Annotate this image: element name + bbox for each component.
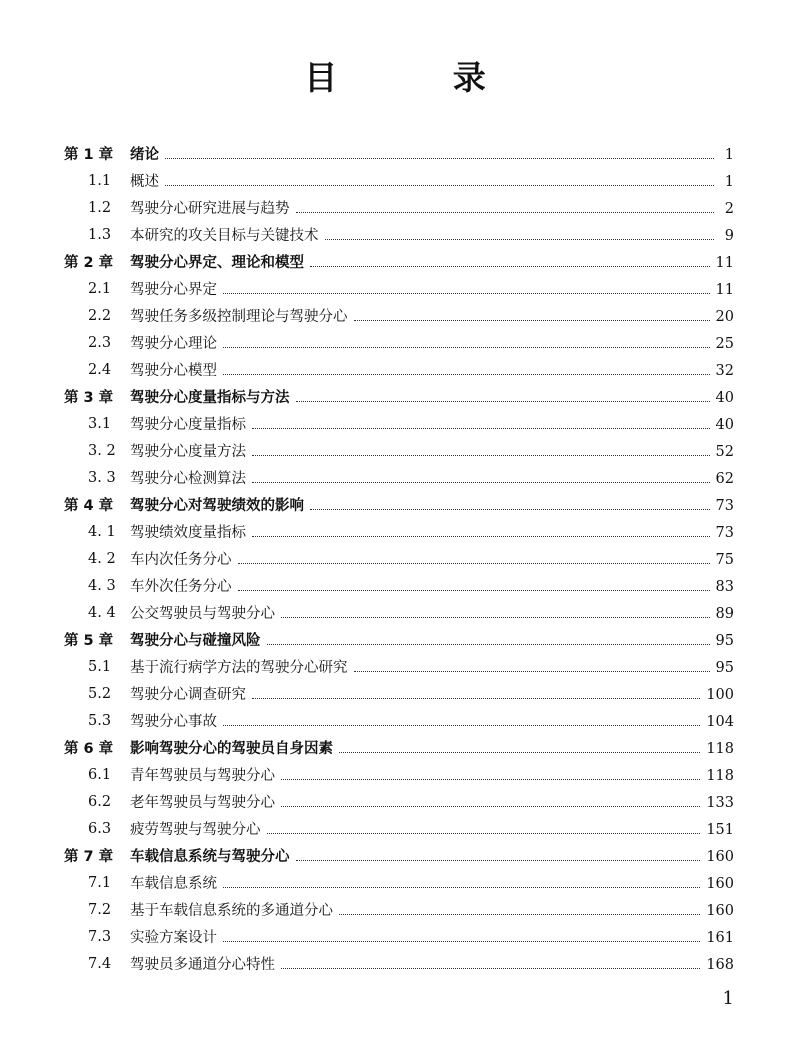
toc-entry-title: 驾驶分心模型 — [130, 359, 223, 380]
toc-section-row — [0, 437, 790, 464]
toc-section-row — [0, 950, 790, 977]
toc-entry-page: 1 — [724, 174, 734, 190]
toc-entry-number: 2.2 — [88, 307, 112, 324]
toc-entry-number: 4. 2 — [88, 550, 116, 567]
toc-chapter-row — [0, 491, 790, 518]
dot-leader — [325, 239, 715, 240]
dot-leader — [223, 374, 710, 375]
toc-entry-number: 5.2 — [88, 685, 112, 702]
dot-leader — [310, 509, 710, 510]
toc-section-row — [0, 896, 790, 923]
toc-section-row — [0, 815, 790, 842]
toc-entry-title: 车载信息系统 — [130, 872, 223, 893]
toc-entry-page: 75 — [715, 552, 734, 568]
toc-entry-title: 青年驾驶员与驾驶分心 — [130, 764, 281, 785]
toc-section-row — [0, 923, 790, 950]
toc-section-row — [0, 167, 790, 194]
toc-entry-number: 第 2 章 — [64, 255, 114, 271]
toc-entry-number: 6.3 — [88, 820, 112, 837]
toc-section-row — [0, 761, 790, 788]
toc-entry-page: 9 — [724, 228, 734, 244]
toc-entry — [130, 278, 734, 299]
toc-entry-title: 驾驶分心度量指标与方法 — [130, 386, 296, 407]
toc-entry — [130, 845, 734, 866]
toc-entry — [130, 548, 734, 569]
toc-entry — [130, 656, 734, 677]
toc-entry-number: 第 5 章 — [64, 633, 114, 649]
dot-leader — [223, 887, 700, 888]
toc-entry-page: 160 — [706, 849, 734, 865]
toc-section-row — [0, 464, 790, 491]
dot-leader — [296, 401, 710, 402]
dot-leader — [223, 725, 700, 726]
dot-leader — [267, 833, 701, 834]
toc-entry-page: 118 — [706, 741, 734, 757]
dot-leader — [296, 212, 715, 213]
toc-section-row — [0, 302, 790, 329]
toc-section-row — [0, 221, 790, 248]
toc-entry-title: 驾驶分心理论 — [130, 332, 223, 353]
toc-entry-number: 2.1 — [88, 280, 112, 297]
toc-chapter-row — [0, 383, 790, 410]
toc-entry — [130, 575, 734, 596]
toc-entry-title: 驾驶分心调查研究 — [130, 683, 252, 704]
toc-entry-title: 驾驶分心界定 — [130, 278, 223, 299]
toc-entry-number: 3.1 — [88, 415, 112, 432]
toc-section-row — [0, 194, 790, 221]
dot-leader — [281, 617, 710, 618]
toc-entry — [130, 899, 734, 920]
toc-entry — [130, 197, 734, 218]
toc-entry-number: 1.3 — [88, 226, 112, 243]
toc-entry-page: 73 — [715, 498, 734, 514]
toc-chapter-row — [0, 842, 790, 869]
toc-section-row — [0, 356, 790, 383]
toc-entry — [130, 170, 734, 191]
toc-entry-title: 驾驶分心与碰撞风险 — [130, 629, 267, 650]
toc-entry — [130, 602, 734, 623]
toc-chapter-row — [0, 140, 790, 167]
toc-entry — [130, 872, 734, 893]
toc-entry-page: 32 — [715, 363, 734, 379]
toc-entry-page: 25 — [715, 336, 734, 352]
toc-entry — [130, 521, 734, 542]
toc-entry-number: 第 1 章 — [64, 147, 114, 163]
toc-chapter-row — [0, 248, 790, 275]
toc-entry-title: 驾驶分心度量指标 — [130, 413, 252, 434]
toc-section-row — [0, 275, 790, 302]
toc-section-row — [0, 680, 790, 707]
dot-leader — [252, 428, 710, 429]
toc-entry-title: 概述 — [130, 170, 165, 191]
dot-leader — [281, 968, 700, 969]
dot-leader — [252, 455, 710, 456]
toc-entry — [130, 791, 734, 812]
toc-entry-number: 6.2 — [88, 793, 112, 810]
toc-entry — [130, 305, 734, 326]
dot-leader — [252, 482, 710, 483]
toc-entry-title: 驾驶任务多级控制理论与驾驶分心 — [130, 305, 354, 326]
dot-leader — [267, 644, 710, 645]
toc-entry — [130, 386, 734, 407]
toc-entry-number: 7.2 — [88, 901, 112, 918]
toc-entry-page: 133 — [706, 795, 734, 811]
toc-entry-number: 第 7 章 — [64, 849, 114, 865]
toc-entry-title: 车外次任务分心 — [130, 575, 238, 596]
toc-entry — [130, 440, 734, 461]
toc-chapter-row — [0, 626, 790, 653]
toc-entry-number: 1.2 — [88, 199, 112, 216]
toc-entry — [130, 737, 734, 758]
toc-entry-title: 驾驶分心对驾驶绩效的影响 — [130, 494, 310, 515]
toc-entry-page: 2 — [724, 201, 734, 217]
toc-entry-number: 第 3 章 — [64, 390, 114, 406]
dot-leader — [281, 806, 700, 807]
toc-entry-number: 6.1 — [88, 766, 112, 783]
toc-entry-page: 83 — [715, 579, 734, 595]
toc-entry-title: 驾驶分心界定、理论和模型 — [130, 251, 310, 272]
toc-entry-page: 95 — [715, 660, 734, 676]
dot-leader — [223, 941, 700, 942]
toc-entry-page: 100 — [706, 687, 734, 703]
toc-entry — [130, 467, 734, 488]
toc-entry-number: 7.3 — [88, 928, 112, 945]
toc-chapter-row — [0, 734, 790, 761]
toc-section-row — [0, 599, 790, 626]
dot-leader — [339, 914, 700, 915]
toc-entry-number: 3. 3 — [88, 469, 116, 486]
toc-entry-title: 疲劳驾驶与驾驶分心 — [130, 818, 267, 839]
page-title: 目 录 — [304, 58, 538, 97]
toc-entry — [130, 332, 734, 353]
dot-leader — [354, 671, 710, 672]
toc-entry-title: 实验方案设计 — [130, 926, 223, 947]
table-of-contents — [0, 140, 790, 977]
toc-entry-number: 4. 3 — [88, 577, 116, 594]
dot-leader — [252, 536, 710, 537]
toc-entry-title: 驾驶分心研究进展与趋势 — [130, 197, 296, 218]
toc-entry-number: 3. 2 — [88, 442, 116, 459]
dot-leader — [281, 779, 700, 780]
toc-entry-title: 驾驶分心事故 — [130, 710, 223, 731]
toc-entry-number: 4. 1 — [88, 523, 116, 540]
toc-entry-number: 第 6 章 — [64, 741, 114, 757]
dot-leader — [339, 752, 700, 753]
toc-entry-number: 1.1 — [88, 172, 112, 189]
toc-entry-page: 89 — [715, 606, 734, 622]
toc-entry-title: 本研究的攻关目标与关键技术 — [130, 224, 325, 245]
toc-section-row — [0, 653, 790, 680]
toc-entry-number: 5.1 — [88, 658, 112, 675]
toc-entry-page: 73 — [715, 525, 734, 541]
toc-entry-title: 基于车载信息系统的多通道分心 — [130, 899, 339, 920]
toc-section-row — [0, 788, 790, 815]
toc-entry-page: 168 — [706, 957, 734, 973]
toc-entry — [130, 926, 734, 947]
toc-entry — [130, 359, 734, 380]
toc-entry-page: 160 — [706, 903, 734, 919]
toc-entry-number: 2.4 — [88, 361, 112, 378]
dot-leader — [310, 266, 710, 267]
toc-entry-number: 7.1 — [88, 874, 112, 891]
toc-entry-page: 62 — [715, 471, 734, 487]
dot-leader — [238, 590, 710, 591]
toc-entry — [130, 629, 734, 650]
toc-entry-title: 驾驶员多通道分心特性 — [130, 953, 281, 974]
toc-entry-page: 160 — [706, 876, 734, 892]
toc-section-row — [0, 869, 790, 896]
toc-entry-number: 4. 4 — [88, 604, 116, 621]
toc-entry — [130, 710, 734, 731]
toc-section-row — [0, 518, 790, 545]
toc-entry-title: 驾驶绩效度量指标 — [130, 521, 252, 542]
toc-entry-title: 影响驾驶分心的驾驶员自身因素 — [130, 737, 339, 758]
toc-entry-title: 驾驶分心检测算法 — [130, 467, 252, 488]
dot-leader — [252, 698, 700, 699]
toc-entry-page: 20 — [715, 309, 734, 325]
toc-section-row — [0, 410, 790, 437]
toc-entry — [130, 494, 734, 515]
toc-section-row — [0, 572, 790, 599]
toc-entry-title: 基于流行病学方法的驾驶分心研究 — [130, 656, 354, 677]
toc-entry-page: 52 — [715, 444, 734, 460]
toc-section-row — [0, 707, 790, 734]
toc-entry-page: 118 — [706, 768, 734, 784]
toc-section-row — [0, 329, 790, 356]
toc-entry — [130, 413, 734, 434]
toc-entry — [130, 953, 734, 974]
toc-section-row — [0, 545, 790, 572]
toc-entry-title: 驾驶分心度量方法 — [130, 440, 252, 461]
toc-entry-title: 老年驾驶员与驾驶分心 — [130, 791, 281, 812]
toc-entry-number: 7.4 — [88, 955, 112, 972]
toc-entry-page: 151 — [706, 822, 734, 838]
toc-entry — [130, 224, 734, 245]
toc-entry-page: 1 — [724, 147, 734, 163]
toc-entry — [130, 818, 734, 839]
toc-entry-page: 11 — [715, 255, 734, 271]
dot-leader — [223, 293, 710, 294]
toc-entry-page: 11 — [715, 282, 734, 298]
toc-entry — [130, 683, 734, 704]
toc-entry-title: 绪论 — [130, 143, 165, 164]
toc-entry-page: 161 — [706, 930, 734, 946]
toc-entry — [130, 251, 734, 272]
dot-leader — [165, 185, 714, 186]
toc-entry-page: 40 — [715, 390, 734, 406]
toc-entry-page: 104 — [706, 714, 734, 730]
toc-entry-title: 车内次任务分心 — [130, 548, 238, 569]
toc-entry — [130, 143, 734, 164]
toc-entry-title: 车载信息系统与驾驶分心 — [130, 845, 296, 866]
toc-entry — [130, 764, 734, 785]
toc-entry-page: 40 — [715, 417, 734, 433]
dot-leader — [296, 860, 701, 861]
toc-entry-number: 2.3 — [88, 334, 112, 351]
toc-entry-page: 95 — [715, 633, 734, 649]
toc-entry-title: 公交驾驶员与驾驶分心 — [130, 602, 281, 623]
page-number: 1 — [722, 988, 734, 1009]
dot-leader — [354, 320, 710, 321]
toc-entry-number: 第 4 章 — [64, 498, 114, 514]
toc-entry-number: 5.3 — [88, 712, 112, 729]
dot-leader — [165, 158, 714, 159]
dot-leader — [223, 347, 710, 348]
dot-leader — [238, 563, 710, 564]
